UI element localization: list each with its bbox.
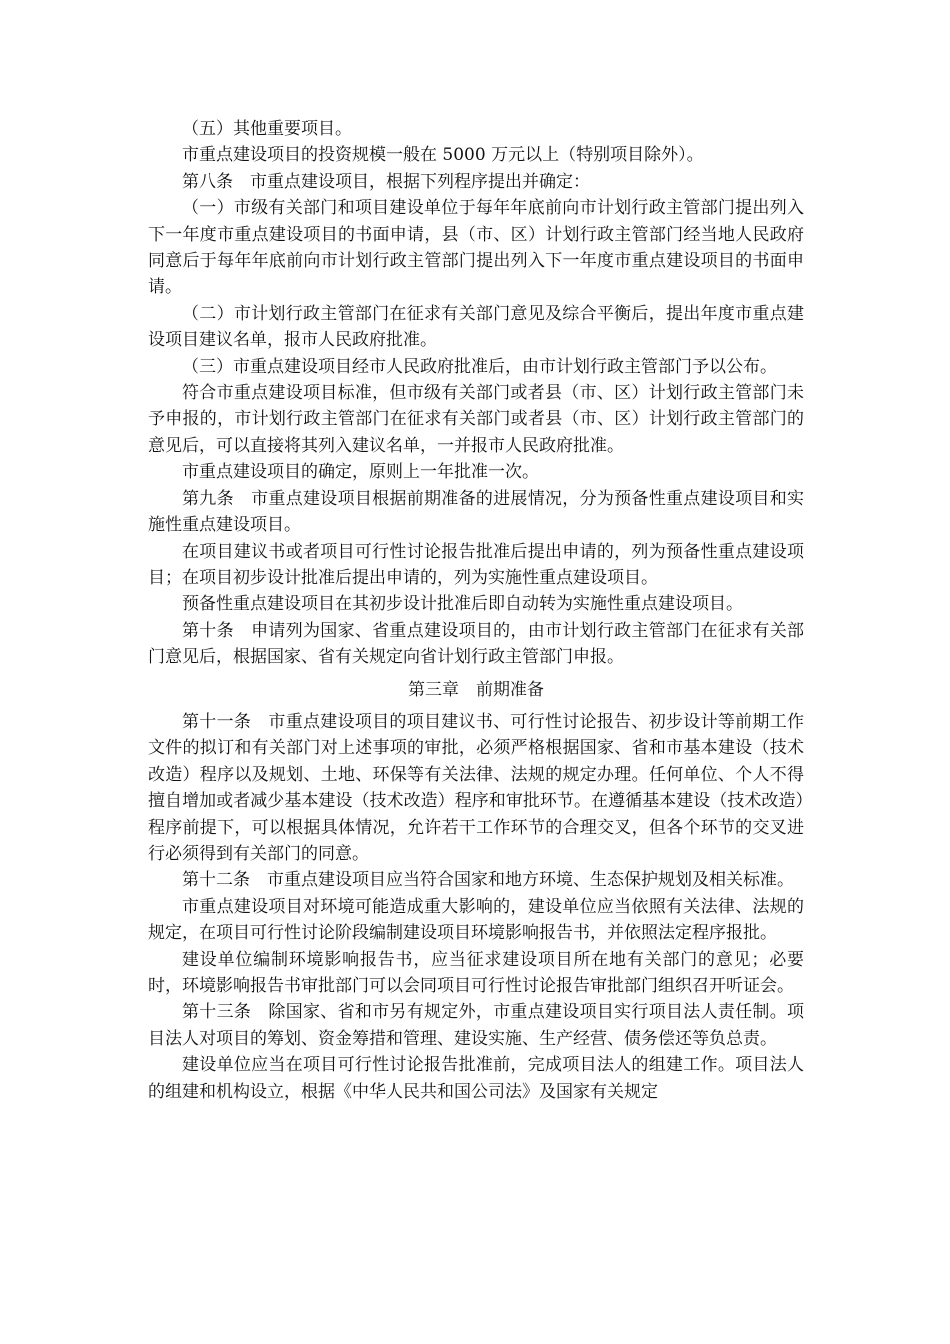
paragraph-article-10: 第十条 申请列为国家、省重点建设项目的，由市计划行政主管部门在征求有关部门意见后，根据国家、省有关规定向省计划行政主管部门申报。 [148,620,804,668]
paragraph-annual-approval: 市重点建设项目的确定，原则上一年批准一次。 [182,462,539,483]
paragraph-article-8-item-2: （二）市计划行政主管部门在征求有关部门意见及综合平衡后，提出年度市重点建设项目建议名单，报市人民政府批准。 [148,303,804,351]
paragraph-article-9-conversion: 预备性重点建设项目在其初步设计批准后即自动转为实施性重点建设项目。 [182,594,743,615]
paragraph-article-9-detail: 在项目建议书或者项目可行性讨论报告批准后提出申请的，列为预备性重点建设项目；在项目初步设计批准后提出申请的，列为实施性重点建设项目。 [148,541,804,588]
paragraph-investment-scale: 市重点建设项目的投资规模一般在 5000 万元以上（特别项目除外）。 [182,145,704,166]
paragraph-article-8-item-3: （三）市重点建设项目经市人民政府批准后，由市计划行政主管部门予以公布。 [182,356,777,377]
paragraph-item-five: （五）其他重要项目。 [182,119,352,139]
chapter-heading: 第三章 前期准备 [408,679,544,700]
paragraph-article-12: 第十二条 市重点建设项目应当符合国家和地方环境、生态保护规划及相关标准。 [182,870,794,891]
document-body [148,116,804,1105]
paragraph-article-9: 第九条 市重点建设项目根据前期准备的进展情况，分为预备性重点建设项目和实施性重点建设项目。 [148,488,804,536]
paragraph-article-8: 第八条 市重点建设项目，根据下列程序提出并确定： [182,171,590,192]
paragraph-article-13-legal-person: 建设单位应当在项目可行性讨论报告批准前，完成项目法人的组建工作。项目法人的组建和机构设立，根据《中华人民共和国公司法》及国家有关规定 [148,1055,804,1102]
paragraph-article-12-hearing: 建设单位编制环境影响报告书，应当征求建设项目所在地有关部门的意见；必要时，环境影响报告书审批部门可以会同项目可行性讨论报告审批部门组织召开听证会。 [148,949,804,996]
paragraph-article-8-item-1: （一）市级有关部门和项目建设单位于每年年底前向市计划行政主管部门提出列入下一年度市重点建设项目的书面申请，县（市、区）计划行政主管部门经当地人民政府同意后于每年年底前向市计划行政主管部门提出列入下一年度市重点建设项目的书面申请。 [148,198,804,298]
paragraph-article-11: 第十一条 市重点建设项目的项目建议书、可行性讨论报告、初步设计等前期工作文件的拟订和有关部门对上述事项的审批，必须严格根据国家、省和市基本建设（技术改造）程序以及规划、土地、环保等有关法律、法规的规定办理。任何单位、个人不得擅自增加或者减少基本建设（技术改造）程序和审批环节。在遵循基本建设（技术改造）程序前提下，可以根据具体情况，允许若干工作环节的合理交叉，但各个环节的交叉进行必须得到有关部门的同意。 [148,711,804,864]
paragraph-standard-compliance: 符合市重点建设项目标准，但市级有关部门或者县（市、区）计划行政主管部门未予申报的，市计划行政主管部门在征求有关部门或者县（市、区）计划行政主管部门的意见后，可以直接将其列入建议名单，一并报市人民政府批准。 [148,383,804,456]
paragraph-article-12-env-impact: 市重点建设项目对环境可能造成重大影响的，建设单位应当依照有关法律、法规的规定，在项目可行性讨论阶段编制建设项目环境影响报告书，并依照法定程序报批。 [148,896,804,944]
paragraph-article-13: 第十三条 除国家、省和市另有规定外，市重点建设项目实行项目法人责任制。项目法人对项目的筹划、资金筹措和管理、建设实施、生产经营、债务偿还等负总责。 [148,1002,804,1049]
